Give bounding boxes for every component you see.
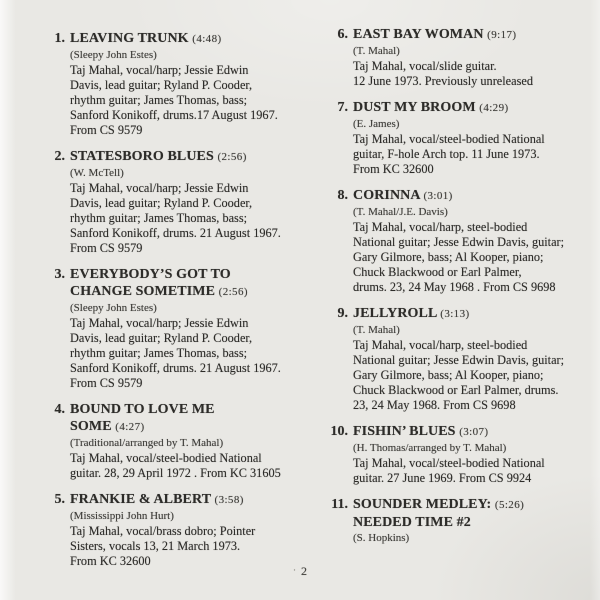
track-title-line <box>353 496 598 514</box>
track-writer: (T. Mahal) <box>353 324 400 336</box>
track-entry <box>44 401 316 481</box>
track-writer: (E. James) <box>353 118 400 130</box>
track-title: SOME <box>70 419 112 434</box>
track-number: 6. <box>337 27 348 42</box>
credit-line: National guitar; Jesse Edwin Davis, guitar; <box>353 353 565 367</box>
track-title-line <box>353 99 598 117</box>
track-duration: (3:01) <box>423 190 453 202</box>
track-duration: (5:26) <box>494 499 525 511</box>
track-title: EVERYBODY’S GOT TO <box>70 267 231 282</box>
track-title: DUST MY BROOM <box>353 100 476 115</box>
track-entry <box>44 30 316 138</box>
track-writer: (H. Thomas/arranged by T. Mahal) <box>353 442 507 454</box>
track-content <box>70 491 316 569</box>
track-content <box>70 266 316 391</box>
credit-line: Sanford Konikoff, drums. 21 August 1967. <box>70 361 281 375</box>
credit-line: Chuck Blackwood or Earl Palmer, drums. <box>353 383 559 397</box>
credit-line: guitar. 28, 29 April 1972 . From KC 31605 <box>70 466 281 480</box>
track-title: FRANKIE & ALBERT <box>70 492 211 507</box>
credit-line: rhythm guitar; James Thomas, bass; <box>70 211 248 225</box>
track-content <box>70 30 316 138</box>
credit-line: Davis, lead guitar; Ryland P. Cooder, <box>70 78 253 92</box>
credit-line: Sisters, vocals 13, 21 March 1973. <box>70 539 241 553</box>
track-content <box>353 187 598 295</box>
track-title: NEEDED TIME #2 <box>353 515 471 530</box>
track-number: 2. <box>54 149 65 164</box>
credit-line: 23, 24 May 1968. From CS 9698 <box>353 398 516 412</box>
track-title: EAST BAY WOMAN <box>353 27 484 42</box>
credit-line: Taj Mahal, vocal/steel-bodied National <box>70 451 262 465</box>
track-number: 3. <box>54 267 65 282</box>
credit-line: From CS 9579 <box>70 123 143 137</box>
track-entry <box>44 148 316 256</box>
track-number: 1. <box>54 31 65 46</box>
track-title-line <box>70 30 316 48</box>
track-title: CORINNA <box>353 188 420 203</box>
track-content <box>70 148 316 256</box>
track-entry <box>322 423 598 486</box>
track-writer: (S. Hopkins) <box>353 532 410 544</box>
credit-line: From CS 9579 <box>70 241 143 255</box>
credit-line: From KC 32600 <box>70 554 151 568</box>
track-title: CHANGE SOMETIME <box>70 284 216 299</box>
track-title-line <box>70 148 316 166</box>
track-entry <box>322 305 598 413</box>
track-duration: (3:07) <box>459 426 489 438</box>
track-entry <box>322 187 598 295</box>
track-title-line <box>353 305 598 323</box>
track-title: LEAVING TRUNK <box>70 31 189 46</box>
track-content <box>353 423 598 486</box>
credit-line: Sanford Konikoff, drums. 21 August 1967. <box>70 226 281 240</box>
track-title: JELLYROLL <box>353 306 437 321</box>
track-title-line <box>70 266 316 283</box>
credit-line: rhythm guitar; James Thomas, bass; <box>70 346 248 360</box>
track-duration: (2:56) <box>218 286 248 298</box>
track-list-left-column <box>44 30 316 579</box>
track-writer: (T. Mahal) <box>353 45 400 57</box>
track-duration: (4:48) <box>192 33 222 45</box>
track-title-line <box>353 26 598 44</box>
credit-line: Taj Mahal, vocal/harp; Jessie Edwin <box>70 316 249 330</box>
page-number-prefix: · <box>293 565 296 575</box>
track-content <box>353 99 598 177</box>
track-writer: (T. Mahal/J.E. Davis) <box>353 206 448 218</box>
track-duration: (4:27) <box>115 421 145 433</box>
credit-line: guitar, F-hole Arch top. 11 June 1973. <box>353 147 540 161</box>
page-number <box>0 564 600 579</box>
track-title-line <box>353 187 598 205</box>
credit-line: guitar. 27 June 1969. From CS 9924 <box>353 471 532 485</box>
credit-line: Gary Gilmore, bass; Al Kooper, piano; <box>353 250 544 264</box>
track-duration: (2:56) <box>217 151 247 163</box>
credit-line: Taj Mahal, vocal/brass dobro; Pointer <box>70 524 256 538</box>
credit-line: Davis, lead guitar; Ryland P. Cooder, <box>70 196 253 210</box>
track-number: 4. <box>54 402 65 417</box>
track-number: 9. <box>337 306 348 321</box>
track-writer: (Mississippi John Hurt) <box>70 510 174 522</box>
track-title-line <box>70 401 316 418</box>
track-content <box>353 26 598 89</box>
track-content <box>353 305 598 413</box>
track-title-line <box>70 491 316 509</box>
credit-line: From KC 32600 <box>353 162 434 176</box>
credit-line: Taj Mahal, vocal/slide guitar. <box>353 59 497 73</box>
credit-line: drums. 23, 24 May 1968 . From CS 9698 <box>353 280 556 294</box>
track-duration: (3:58) <box>214 494 244 506</box>
track-writer: (Sleepy John Estes) <box>70 302 157 314</box>
page-number-value: 2 <box>301 564 307 578</box>
credit-line: Sanford Konikoff, drums.17 August 1967. <box>70 108 278 122</box>
credit-line: From CS 9579 <box>70 376 143 390</box>
track-number: 7. <box>337 100 348 115</box>
track-title-line <box>70 418 316 436</box>
credit-line: Taj Mahal, vocal/harp, steel-bodied <box>353 220 528 234</box>
track-title-line <box>353 514 598 531</box>
track-list-right-column <box>322 26 598 556</box>
track-entry <box>322 26 598 89</box>
track-entry <box>322 496 598 546</box>
credit-line: Davis, lead guitar; Ryland P. Cooder, <box>70 331 253 345</box>
track-title: BOUND TO LOVE ME <box>70 402 215 417</box>
track-title-line <box>353 423 598 441</box>
track-entry <box>44 491 316 569</box>
track-entry <box>44 266 316 391</box>
track-number: 8. <box>337 188 348 203</box>
track-title: STATESBORO BLUES <box>70 149 214 164</box>
track-number: 11. <box>331 497 348 512</box>
track-number: 5. <box>54 492 65 507</box>
track-duration: (9:17) <box>487 29 517 41</box>
credit-line: rhythm guitar; James Thomas, bass; <box>70 93 248 107</box>
track-content <box>353 496 598 546</box>
track-number: 10. <box>330 424 348 439</box>
track-content <box>70 401 316 481</box>
credit-line: Taj Mahal, vocal/steel-bodied National <box>353 132 545 146</box>
credit-line: Gary Gilmore, bass; Al Kooper, piano; <box>353 368 544 382</box>
track-entry <box>322 99 598 177</box>
track-duration: (3:13) <box>440 308 470 320</box>
credit-line: National guitar; Jesse Edwin Davis, guitar; <box>353 235 565 249</box>
track-duration: (4:29) <box>479 102 509 114</box>
track-writer: (Traditional/arranged by T. Mahal) <box>70 437 224 449</box>
credit-line: Taj Mahal, vocal/harp; Jessie Edwin <box>70 63 249 77</box>
track-title-line <box>70 283 316 301</box>
credit-line: Chuck Blackwood or Earl Palmer, <box>353 265 522 279</box>
credit-line: Taj Mahal, vocal/steel-bodied National <box>353 456 545 470</box>
credit-line: Taj Mahal, vocal/harp, steel-bodied <box>353 338 528 352</box>
track-title: SOUNDER MEDLEY: <box>353 497 492 512</box>
track-writer: (Sleepy John Estes) <box>70 49 157 61</box>
track-writer: (W. McTell) <box>70 167 124 179</box>
track-title: FISHIN’ BLUES <box>353 424 456 439</box>
credit-line: Taj Mahal, vocal/harp; Jessie Edwin <box>70 181 249 195</box>
credit-line: 12 June 1973. Previously unreleased <box>353 74 533 88</box>
